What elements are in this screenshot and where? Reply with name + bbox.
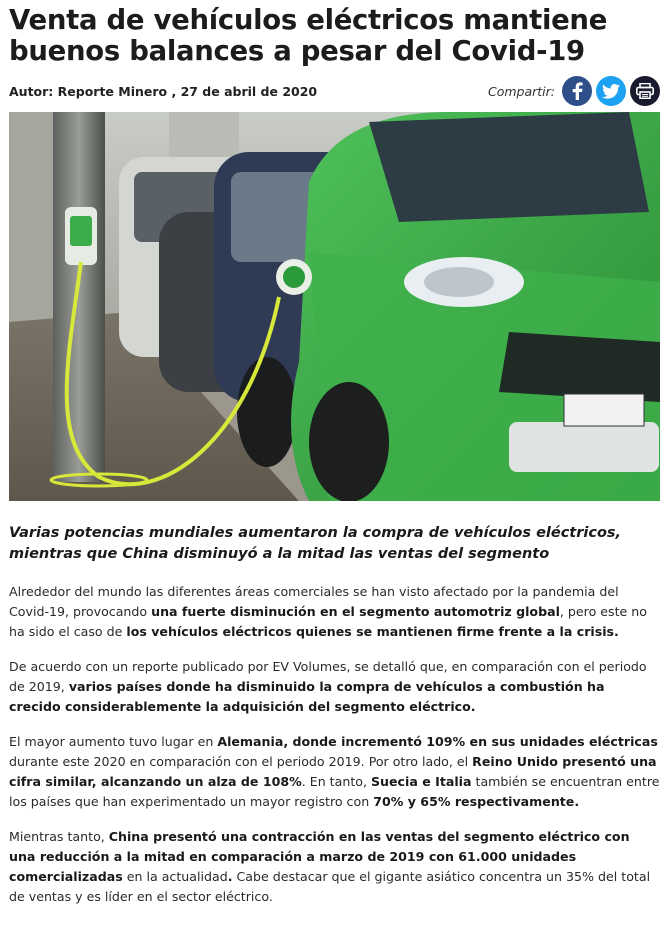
article-body (9, 582, 660, 907)
paragraph (9, 827, 660, 907)
facebook-share-button[interactable] (562, 76, 592, 106)
bold-text: China presentó una contracción en las ventas del segmento eléctrico con una reducción a la mitad en comparación a marzo de 2019 con 61.000 unidades comercializadas (9, 829, 630, 884)
article-title: Venta de vehículos eléctricos mantiene buenos balances a pesar del Covid-19 (9, 4, 608, 67)
text: , pero este no ha sido el caso de (9, 604, 647, 639)
article-meta (9, 74, 660, 108)
byline: Autor: Reporte Minero , 27 de abril de 2020 (9, 83, 318, 99)
text: también se encuentran entre los países que han experimentado un mayor registro con (9, 774, 660, 809)
bold-text: Suecia e Italia (370, 774, 472, 789)
share-bar (488, 76, 660, 106)
twitter-icon (602, 84, 620, 99)
facebook-icon (570, 82, 584, 100)
print-button[interactable] (630, 76, 660, 106)
text: El mayor aumento tuvo lugar en (9, 734, 218, 749)
text: . En tanto, (301, 774, 371, 789)
bold-text: una fuerte disminución en el segmento automotriz global (151, 604, 560, 619)
text: Cabe destacar que el gigante asiático concentra un 35% del total de ventas y es líder en el sector eléctrico. (9, 869, 651, 904)
bold-text: 70% y 65% respectivamente. (373, 794, 580, 809)
paragraph (9, 732, 660, 812)
text: Alrededor del mundo las diferentes áreas comerciales se han visto afectado por la pandemia del Covid-19, provocando (9, 584, 619, 619)
twitter-share-button[interactable] (596, 76, 626, 106)
bold-text: Reino Unido presentó una cifra similar, alcanzando un alza de 108% (9, 754, 657, 789)
text: durante este 2020 en comparación con el periodo 2019. Por otro lado, el (9, 754, 473, 769)
paragraph (9, 657, 660, 717)
text: en la actualidad (122, 869, 228, 884)
text: Mientras tanto, (9, 829, 109, 844)
bold-text: los vehículos eléctricos quienes se mantienen firme frente a la crisis. (126, 624, 619, 639)
bold-text: varios países donde ha disminuido la compra de vehículos a combustión ha crecido considerablemente la adquisición del segmento eléctrico. (9, 679, 605, 714)
electric-car-charging-photo (9, 112, 660, 501)
print-icon (636, 83, 654, 99)
share-label: Compartir: (487, 83, 555, 99)
bold-text: Alemania, donde incrementó 109% en sus unidades eléctricas (217, 734, 658, 749)
hero-image (9, 112, 660, 501)
article-lead: Varias potencias mundiales aumentaron la compra de vehículos eléctricos, mientras que China disminuyó a la mitad las ventas del segmento (9, 525, 622, 562)
bold-text: . (227, 869, 233, 884)
text: De acuerdo con un reporte publicado por EV Volumes, se detalló que, en comparación con el periodo de 2019, (9, 659, 647, 694)
paragraph (9, 582, 660, 642)
